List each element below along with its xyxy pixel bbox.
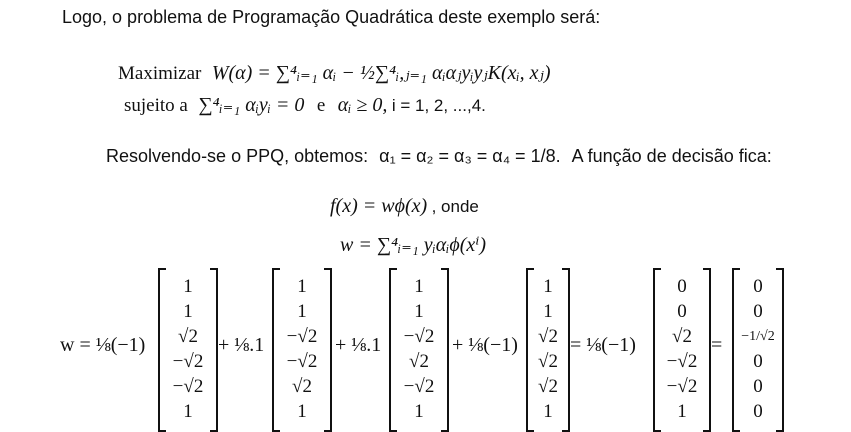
- decision-function-line: [330, 195, 479, 218]
- vector-1-entry: √2: [178, 326, 198, 347]
- vector-1-entry: 1: [183, 276, 193, 297]
- vector-3-entry: −√2: [403, 376, 435, 397]
- weight-formula: w = ∑⁴ᵢ₌₁ yᵢαᵢϕ(xⁱ): [340, 234, 486, 256]
- vector-6-entry: 0: [753, 276, 763, 297]
- constraint-line: [124, 92, 486, 117]
- vector-4-entry: 1: [543, 301, 553, 322]
- vector-5-entry: 1: [677, 401, 687, 422]
- vector-3-entry: 1: [414, 401, 424, 422]
- vector-6-entry: −1/√2: [741, 329, 775, 344]
- objective-formula: W(α) = ∑⁴ᵢ₌₁ αᵢ − ½∑⁴ᵢ,ⱼ₌₁ αᵢαⱼyᵢyⱼK(xᵢ, xⱼ): [211, 62, 551, 84]
- vector-5-entry: −√2: [666, 376, 698, 397]
- vector-1-entry: 1: [183, 401, 193, 422]
- vector-4-entry: √2: [538, 326, 558, 347]
- vector-4-entry: √2: [538, 376, 558, 397]
- vector-5-entry: −√2: [666, 351, 698, 372]
- coefficient-5: = ⅛(−1): [570, 334, 636, 356]
- coefficient-3: + ⅛.1: [335, 334, 382, 356]
- vector-5: [653, 268, 711, 432]
- decision-function-suffix: , onde: [431, 197, 479, 216]
- and-word: e: [316, 95, 326, 116]
- vector-4: [526, 268, 570, 432]
- coefficient-2: + ⅛.1: [218, 334, 265, 356]
- vector-6-entry: 0: [753, 301, 763, 322]
- vector-6-entry: 0: [753, 401, 763, 422]
- solution-text: Resolvendo-se o PPQ, obtemos:: [106, 146, 369, 166]
- vector-4-entry: √2: [538, 351, 558, 372]
- vector-4-entry: 1: [543, 276, 553, 297]
- vector-2-entry: −√2: [286, 326, 318, 347]
- vector-6-entry: 0: [753, 376, 763, 397]
- vector-4-entry: 1: [543, 401, 553, 422]
- solution-line: [106, 146, 772, 167]
- objective-line: [118, 60, 551, 85]
- intro-text: Logo, o problema de Programação Quadrática deste exemplo será:: [62, 7, 601, 27]
- constraint-equality: ∑⁴ᵢ₌₁ αᵢyᵢ = 0: [198, 94, 305, 116]
- vector-2: [272, 268, 332, 432]
- coefficient-1: w = ⅛(−1): [60, 334, 146, 356]
- vector-3: [389, 268, 449, 432]
- vector-5-entry: √2: [672, 326, 692, 347]
- vector-2-entry: 1: [297, 301, 307, 322]
- vector-3-entry: −√2: [403, 326, 435, 347]
- maximize-label: Maximizar: [118, 63, 202, 84]
- vector-6: [732, 268, 784, 432]
- vector-6-entry: 0: [753, 351, 763, 372]
- index-range: i = 1, 2, ...,4.: [391, 96, 486, 115]
- vector-3-entry: 1: [414, 276, 424, 297]
- vector-2-entry: √2: [292, 376, 312, 397]
- vector-1-entry: −√2: [172, 351, 204, 372]
- vector-3-entry: √2: [409, 351, 429, 372]
- subject-label: sujeito a: [124, 95, 188, 116]
- vector-5-entry: 0: [677, 276, 687, 297]
- vector-1: [158, 268, 218, 432]
- coefficient-4: + ⅛(−1): [452, 334, 518, 356]
- constraint-inequality: αᵢ ≥ 0,: [337, 94, 388, 116]
- vector-3-entry: 1: [414, 301, 424, 322]
- vector-1-entry: −√2: [172, 376, 204, 397]
- alpha-values: α₁ = α₂ = α₃ = α₄ = 1/8.: [379, 146, 561, 166]
- vector-2-entry: 1: [297, 401, 307, 422]
- vector-5-entry: 0: [677, 301, 687, 322]
- vector-1-entry: 1: [183, 301, 193, 322]
- vector-2-entry: −√2: [286, 351, 318, 372]
- decision-text: A função de decisão fica:: [571, 146, 772, 166]
- vector-2-entry: 1: [297, 276, 307, 297]
- coefficient-6: =: [711, 334, 723, 356]
- decision-function: f(x) = wϕ(x): [330, 195, 428, 217]
